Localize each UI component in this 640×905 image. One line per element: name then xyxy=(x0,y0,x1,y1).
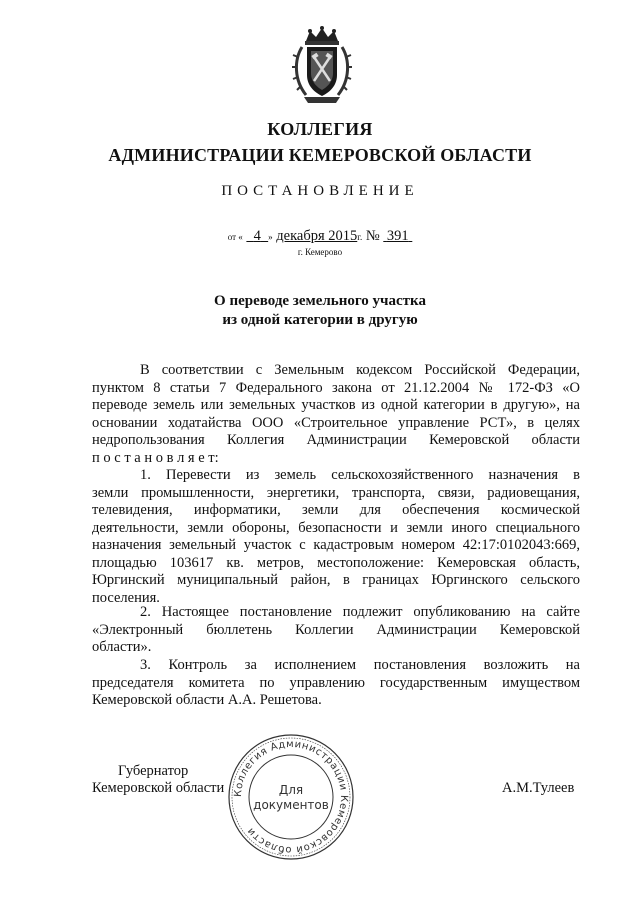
text-line: председателя комитета по управлению государственным имуществом xyxy=(92,674,580,691)
date-mid: » xyxy=(268,232,273,242)
text-line: 3. Контроль за исполнением постановления возложить на xyxy=(140,657,580,673)
number-label: № xyxy=(365,228,380,244)
text-line: земли промышленности, энергетики, транспорта, связи, радиовещания, xyxy=(92,484,580,501)
text-line: В соответствии с Земельным кодексом Российской Федерации, xyxy=(140,362,580,378)
text-line: переводе земель или земельных участков из одной категории в другую», на xyxy=(92,397,580,413)
text-line: 1. Перевести из земель сельскохозяйственного назначения в xyxy=(140,467,580,483)
subject-line2: из одной категории в другую xyxy=(222,312,418,328)
date-day: 4 xyxy=(253,228,261,244)
text-line: 2. Настоящее постановление подлежит опубликованию на сайте xyxy=(140,604,580,620)
city: г. Кемерово xyxy=(297,247,343,257)
date-year-suffix: г. xyxy=(357,232,363,242)
signatory-name: А.М.Тулеев xyxy=(502,780,575,796)
text-line: Кемеровской области А.А. Решетова. xyxy=(92,692,322,708)
text-line: области». xyxy=(92,639,152,655)
text-line: основании ходатайства ООО «Строительное управление РСТ», в целях xyxy=(92,414,580,431)
text-line: поселения. xyxy=(92,589,160,606)
document-type: ПОСТАНОВЛЕНИЕ xyxy=(221,183,419,199)
text-line: Юргинский муниципальный район, в границах Юргинского сельского xyxy=(92,572,580,588)
date-number-line xyxy=(0,228,640,245)
text-line: площадью 103617 кв. метров, местоположение: Кемеровская область, xyxy=(92,554,580,571)
document-number: 391 xyxy=(386,228,409,244)
date-month-year: декабря 2015 xyxy=(276,228,358,244)
date-prefix: от « xyxy=(227,232,243,242)
text-line: п о с т а н о в л я е т: xyxy=(92,449,219,466)
clause-1 xyxy=(92,467,580,607)
clause-2 xyxy=(92,604,580,657)
text-line: пунктом 8 статьи 7 Федерального закона от 21.12.2004 № 172-ФЗ «О xyxy=(92,379,580,396)
subject-line1: О переводе земельного участка xyxy=(214,293,426,309)
text-line: назначения земельный участок с кадастровым номером 42:17:0102043:669, xyxy=(92,537,580,553)
preamble-paragraph xyxy=(92,362,580,467)
stamp-center-line1: Для xyxy=(278,783,304,797)
organization-name-line1: КОЛЛЕГИЯ xyxy=(267,119,373,139)
organization-name-line2: АДМИНИСТРАЦИИ КЕМЕРОВСКОЙ ОБЛАСТИ xyxy=(108,145,532,165)
text-line: недропользования Коллегия Администрации Кемеровской области xyxy=(92,432,580,448)
stamp-center-line2: документов xyxy=(253,798,329,812)
stamp-ring-text: Коллегия Администрации Кемеровской области xyxy=(232,738,350,856)
official-stamp xyxy=(226,732,356,862)
text-line: «Электронный бюллетень Коллегии Администрации Кемеровской xyxy=(92,621,580,638)
coat-of-arms-emblem xyxy=(292,25,352,107)
document-subject xyxy=(0,292,640,330)
signatory-region: Кемеровской области xyxy=(92,780,225,796)
signatory-title: Губернатор xyxy=(118,763,189,779)
clause-3 xyxy=(92,657,580,710)
text-line: деятельности, земли обороны, безопасности и земли иного специального xyxy=(92,519,580,536)
text-line: телевидения, информатики, земли для обеспечения космической xyxy=(92,502,580,518)
